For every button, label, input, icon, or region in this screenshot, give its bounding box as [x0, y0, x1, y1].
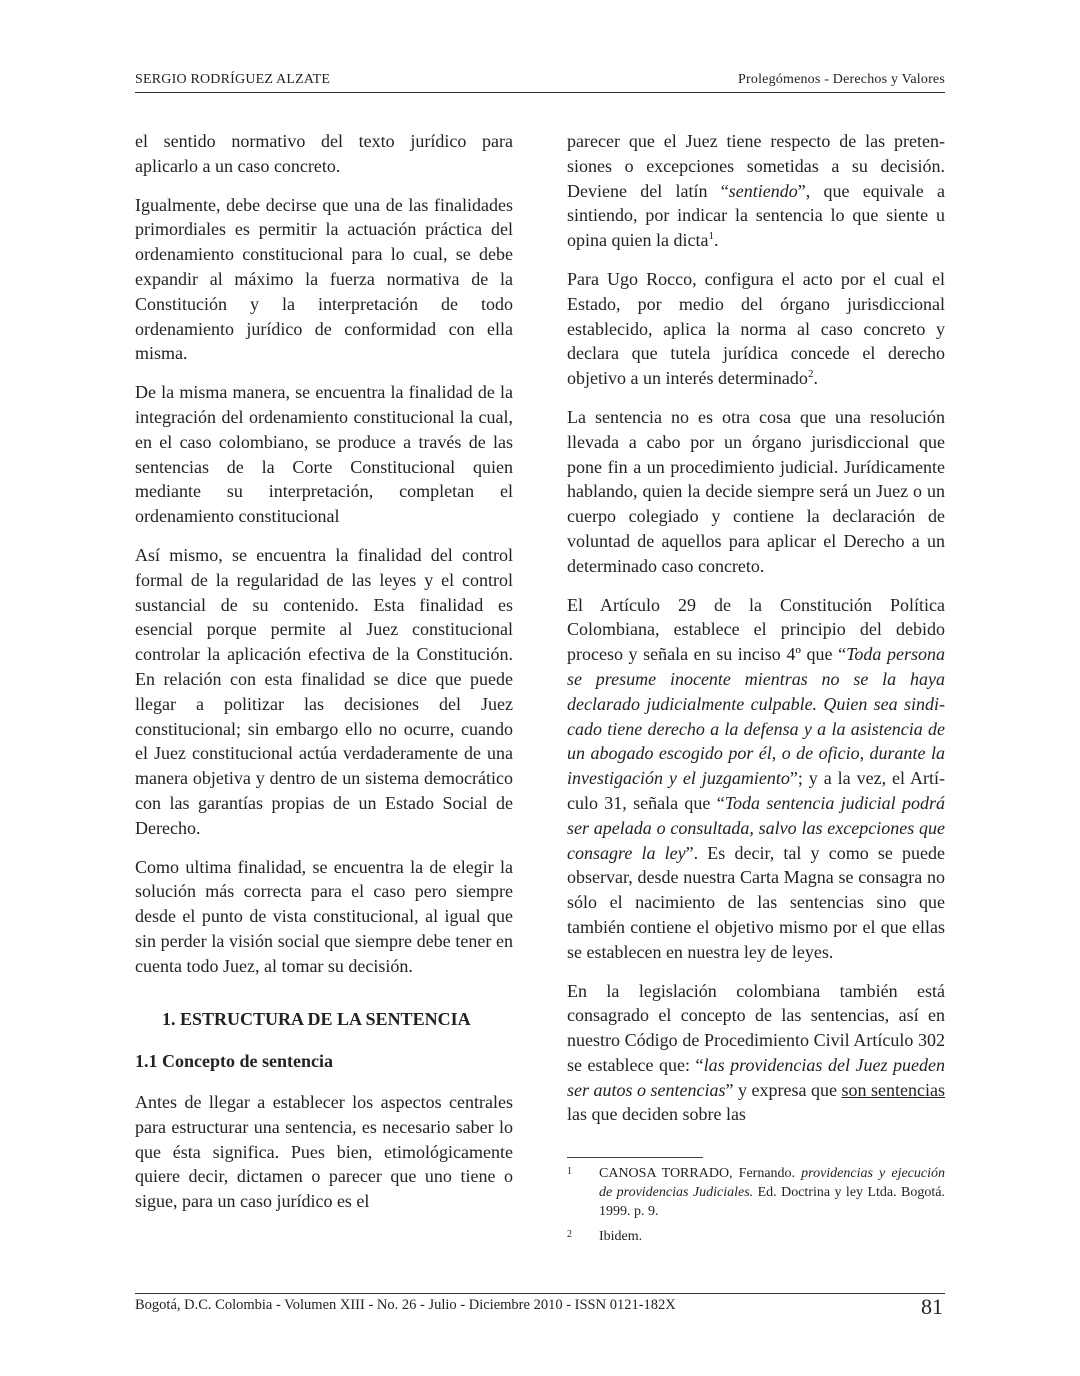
footnote-divider	[567, 1157, 703, 1158]
paragraph: parecer que el Juez tiene respecto de las pretensiones o excepciones sometidas a su decisión. Deviene del latín “sentiendo”, que equivale a sintiendo, por indicar la sentencia lo que siente u opina quien la dicta$^1$.	[567, 131, 945, 251]
left-column	[135, 129, 513, 1214]
footnote-ref: 2	[807, 368, 814, 381]
footnote: 1 CANOSA TORRADO, Fernando. providencias y ejecución de providencias Judiciales. Ed. Doctrina y ley Ltda. Bogotá. 1999. p. 9.	[567, 1164, 945, 1221]
paragraph: De la misma manera, se encuentra la finalidad de la integración del ordenamiento constitucional la cual, en el caso colombiano, se produce a través de las sentencias de la Corte Constitucional quien mediante su interpretación, completan el ordenamiento constitucional	[135, 382, 513, 527]
footnote-ref: 1	[708, 230, 714, 243]
paragraph: Antes de llegar a establecer los aspectos centrales para estructurar una sentencia, es necesario saber lo que ésta significa. Pues bien, etimológicamente quiere decir, dictamen o parecer que uno tiene o sigue, para un caso jurídico es el	[135, 1092, 513, 1212]
header-author: SERGIO RODRÍGUEZ ALZATE	[135, 72, 331, 87]
paragraph: el sentido normativo del texto jurídico para aplicarlo a un caso concreto.	[135, 131, 513, 176]
paragraph: Para Ugo Rocco, configura el acto por el cual el Estado, por medio del órgano jurisdiccional establecido, aplica la norma al caso concreto y declara que tutela jurídica concede el derecho objetivo a un interés determinado$^2$.	[567, 268, 945, 389]
right-column	[567, 129, 945, 1127]
footnote-number: 1	[567, 1166, 572, 1177]
paragraph: El Artículo 29 de la Constitución Política Colombiana, establece el principio del debido proceso y señala en su inciso 4º que “Toda persona se presume inocente mientras no se la haya declarado judicialmente culpable. Quien sea sindicado tiene derecho a la defensa y a la asistencia de un abogado escogido por él, o de oficio, durante la investigación y el juzgamiento”; y a la vez, el Artículo 31, señala que “Toda sentencia judicial podrá ser apelada o consultada, salvo las excepciones que consagre la ley”. Es decir, tal y como se puede observar, desde nuestra Carta Magna se consagra no sólo el nacimiento de las sentencias sino que también contiene el objetivo mismo por el que ellas se establecen en nuestra ley de leyes.	[567, 594, 945, 962]
section-heading: 1. ESTRUCTURA DE LA SENTENCIA	[162, 1008, 471, 1029]
footnote: 2 Ibidem.	[567, 1227, 945, 1246]
subsection-heading: 1.1 Concepto de sentencia	[135, 1051, 333, 1072]
page-number: 81	[921, 1294, 943, 1319]
paragraph: Como ultima finalidad, se encuentra la de elegir la solución más correcta para el caso pero siempre desde el punto de vista constitucional, al igual que sin perder la visión social que siempre debe tener en cuenta todo Juez, al tomar su decisión.	[135, 856, 513, 976]
paragraph: Igualmente, debe decirse que una de las finalidades primordiales es permitir la actuación práctica del ordenamiento constitucional para lo cual, se debe expandir al máximo la fuerza normativa de la Constitución y la interpretación de todo ordenamiento jurídico de conformidad con ella misma.	[135, 194, 513, 364]
header-section-title: Prolegómenos - Derechos y Valores	[738, 72, 945, 87]
paragraph: La sentencia no es otra cosa que una resolución llevada a cabo por un órgano jurisdiccional que pone fin a un procedimiento judicial. Jurídicamente hablando, quien la decide siempre será un Juez o un cuerpo colegiado y contiene la declaración de voluntad de aquellos para aplicar el Derecho a un determinado caso concreto.	[567, 406, 945, 576]
running-footer	[135, 1293, 945, 1320]
paragraph: Así mismo, se encuentra la finalidad del control formal de la regularidad de las leyes y el control sustancial de su contenido. Esta finalidad es esencial porque permite al Juez constitucional controlar la aplicación efectiva de la Constitución. En relación con esta finalidad se dice que puede llegar a politizar las decisiones del Juez constitucional; sin embargo ello no ocurre, cuando el Juez constitucional actúa verdaderamente de una manera objetiva y dentro de un sistema democrático con las garantías propias de un Estado Social de Derecho.	[135, 544, 513, 838]
footnotes	[567, 1164, 945, 1252]
paragraph: En la legislación colombiana también está consagrado el concepto de las sentencias, así en nuestro Código de Procedimiento Civil Artículo 302 se establece que: “las providencias del Juez pueden ser autos o sentencias” y expresa que son sentencias las que deciden sobre las	[567, 980, 945, 1125]
footnote-number: 2	[567, 1229, 572, 1240]
running-header	[135, 70, 945, 93]
footer-journal-info: Bogotá, D.C. Colombia - Volumen XIII - No. 26 - Julio - Diciembre 2010 - ISSN 0121-182X	[135, 1297, 676, 1313]
